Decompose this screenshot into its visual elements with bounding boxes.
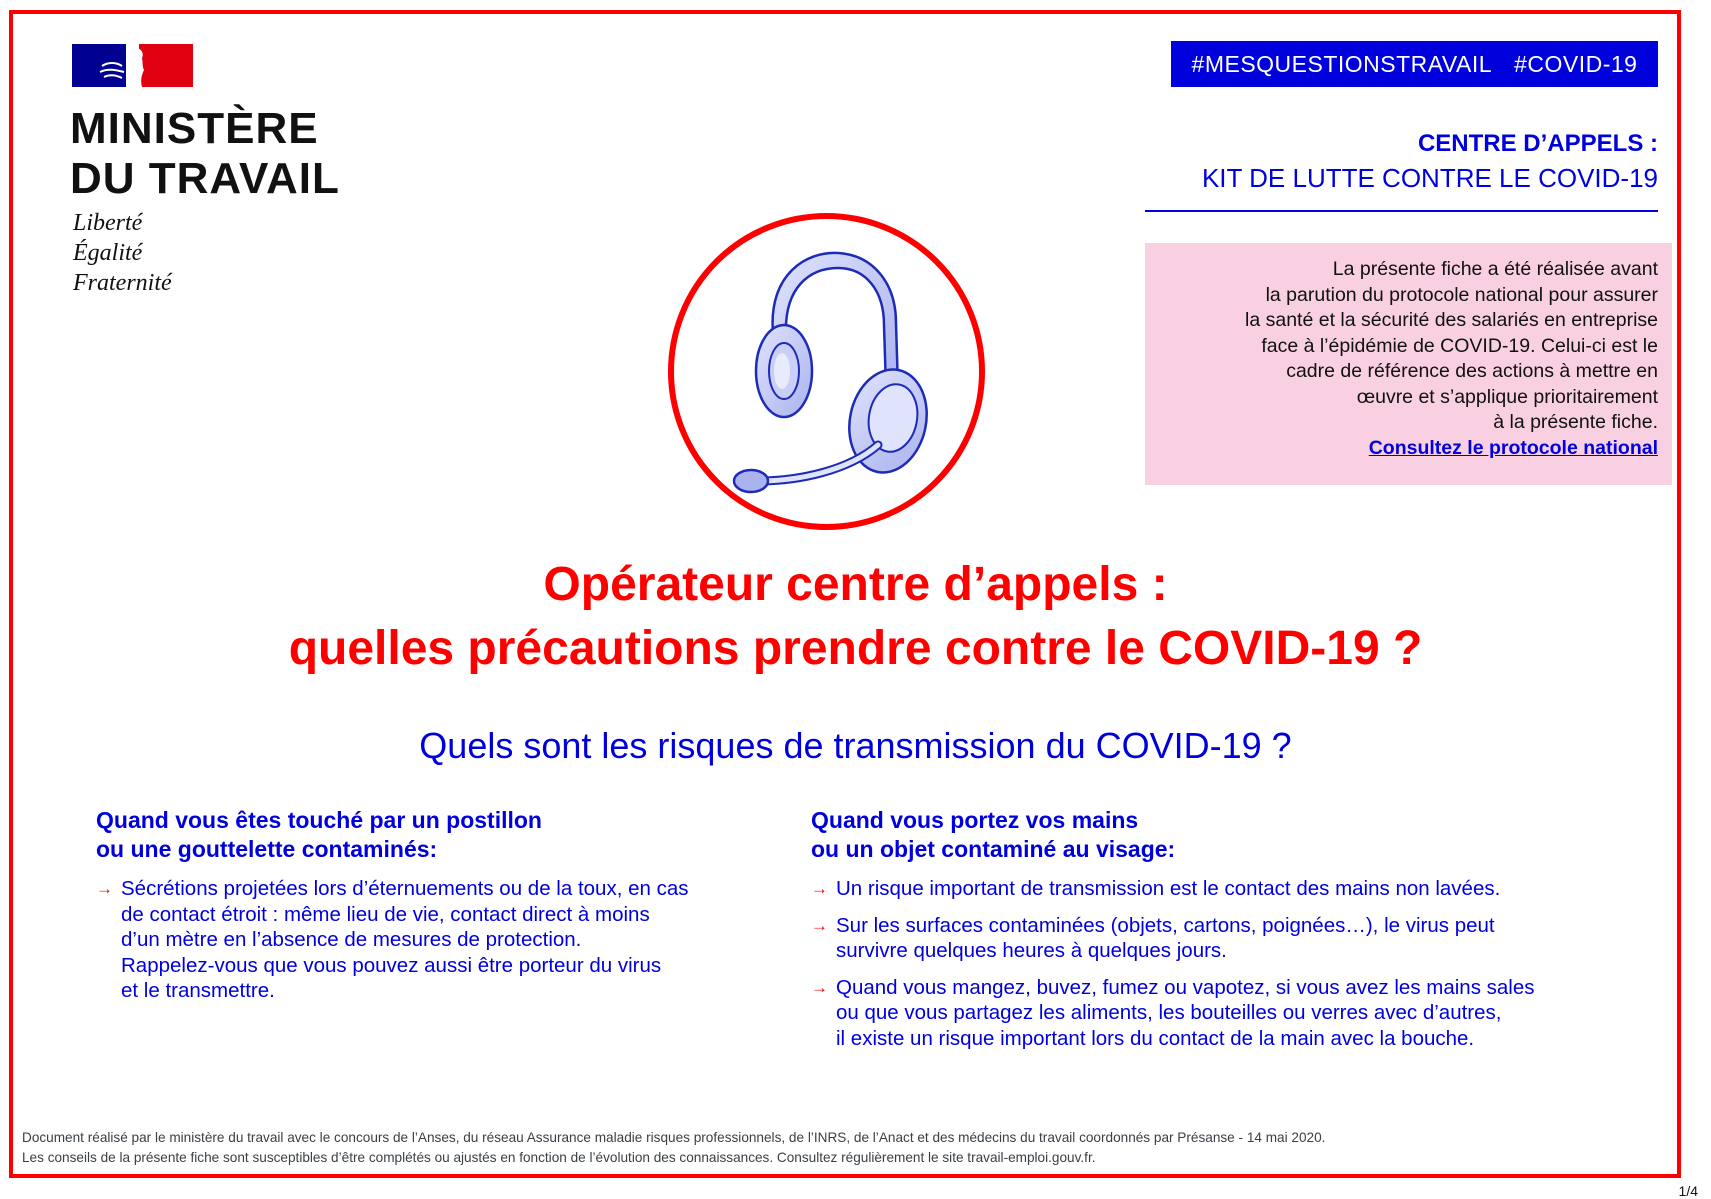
footer-credits: Document réalisé par le ministère du travail avec le concours de l’Anses, du réseau Assurance maladie risques professionnels, de l’INRS, de l’Anact et des médecins du travail coordonnés par Présanse - 14 mai 2020. Les conseils de la présente fiche sont susceptibles d’être complétés ou ajustés en fonction de l’évolution des connaissances. Consultez régulièrement le site travail-emploi.gouv.fr.	[22, 1130, 1326, 1165]
page-number: 1/4	[1678, 1183, 1698, 1199]
kit-heading	[1202, 128, 1658, 196]
kit-title: CENTRE D’APPELS :	[1417, 130, 1658, 157]
list-item: → Quand vous mangez, buvez, fumez ou vapotez, si vous avez les mains sales ou que vous partagez les aliments, les bouteilles ou verres avec d’autres, il existe un risque important lors du contact de la main avec la bouche.	[811, 975, 1535, 1050]
list-item: → Un risque important de transmission est le contact des mains non lavées.	[811, 877, 1501, 900]
ministry-name: MINISTÈRE DU TRAVAIL	[70, 104, 340, 203]
column-heading: Quand vous êtes touché par un postillon ou une gouttelette contaminés:	[96, 807, 542, 862]
protocol-link[interactable]: Consultez le protocole national	[1368, 436, 1658, 459]
arrow-right-icon: →	[811, 879, 828, 898]
arrow-right-icon: →	[811, 915, 828, 935]
headset-icon	[668, 213, 985, 530]
republic-motto: Liberté Égalité Fraternité	[73, 210, 172, 296]
section-subtitle: Quels sont les risques de transmission du COVID-19 ?	[419, 725, 1292, 766]
column-heading: Quand vous portez vos mains ou un objet contaminé au visage:	[811, 807, 1176, 862]
list-item: → Sécrétions projetées lors d’éternuements ou de la toux, en cas de contact étroit : même lieu de vie, contact direct à moins d’un mètre en l’absence de mesures de protection. Rappelez-vous que vous pouvez aussi être porteur du virus et le transmettre.	[96, 877, 689, 1002]
arrow-right-icon: →	[811, 977, 828, 997]
page-title: Opérateur centre d’appels : quelles précautions prendre contre le COVID-19 ?	[288, 558, 1423, 675]
marianne-flag-icon	[72, 44, 193, 87]
protocol-notice: La présente fiche a été réalisée avant la parution du protocole national pour assurer la santé et la sécurité des salariés en entreprise face à l’épidémie de COVID-19. Celui-ci est le cadre de référence des actions à mettre en œuvre et s’applique prioritairement à la présente fiche. Consultez le protocole national	[1145, 243, 1672, 485]
kit-divider	[1145, 210, 1658, 212]
risk-column-droplets	[96, 806, 776, 1015]
arrow-right-icon: →	[96, 879, 113, 898]
kit-subtitle: KIT DE LUTTE CONTRE LE COVID-19	[1201, 163, 1658, 193]
hashtag-covid: #COVID-19	[1514, 50, 1638, 77]
hashtag-mesquestionstravail: #MESQUESTIONSTRAVAIL	[1191, 50, 1493, 77]
risk-column-hands	[811, 806, 1631, 1062]
hashtag-banner	[1171, 41, 1658, 87]
list-item: → Sur les surfaces contaminées (objets, cartons, poignées…), le virus peut survivre quelques heures à quelques jours.	[811, 913, 1495, 962]
